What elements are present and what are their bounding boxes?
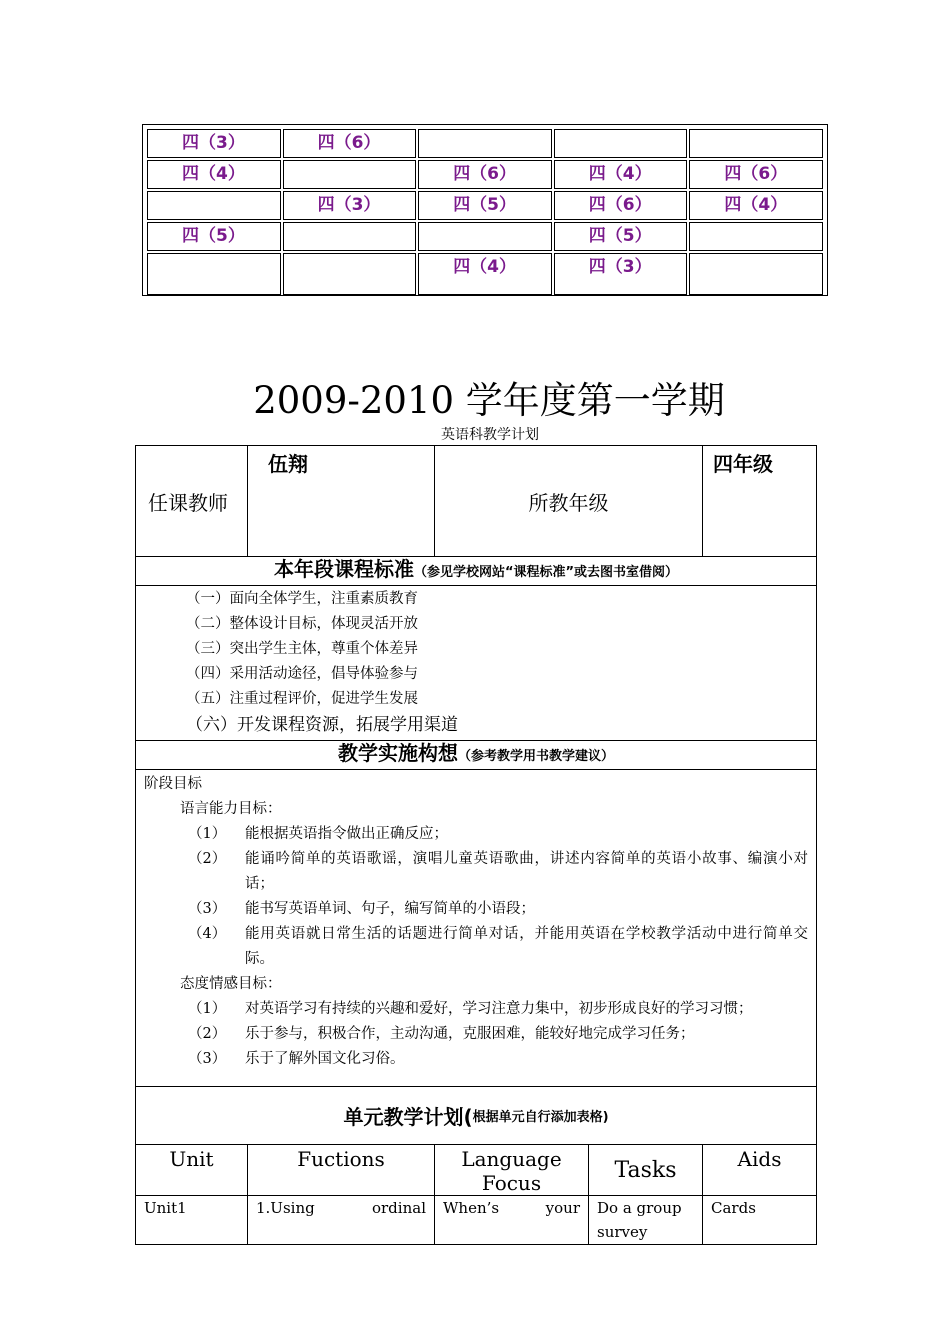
standards-item: （一）面向全体学生，注重素质教育 [186, 591, 418, 607]
teacher-label-cell [136, 446, 248, 557]
stage-goal-label: 阶段目标 [144, 776, 202, 792]
unit-columns-row [136, 1145, 817, 1196]
attitude-goal-item [144, 1022, 808, 1047]
teacher-label: 任课教师 [148, 490, 228, 515]
item-text: 乐于了解外国文化习俗。 [245, 1051, 405, 1067]
teacher-name-cell [248, 446, 435, 557]
schedule-cell [689, 222, 823, 251]
fuctions-text-a: 1.Using [256, 1199, 315, 1217]
attitude-goal-item [144, 1047, 808, 1072]
schedule-cell [283, 160, 417, 189]
unit-cell: Unit1 [136, 1196, 248, 1245]
schedule-grid [145, 127, 825, 297]
teacher-row [136, 446, 817, 557]
focus-text-a: When’s [443, 1199, 500, 1217]
standards-list [136, 586, 816, 740]
unit-plan-heading-cell [136, 1087, 817, 1145]
attitude-goal-item [144, 997, 808, 1022]
item-text: 能用英语就日常生活的话题进行简单对话，并能用英语在学校教学活动中进行简单交际。 [245, 926, 808, 967]
aids-cell: Cards [703, 1196, 817, 1245]
language-goal-item [144, 922, 808, 972]
schedule-cell: 四（5） [554, 222, 688, 251]
item-text: 能根据英语指令做出正确反应； [245, 826, 448, 842]
schedule-cell [147, 191, 281, 220]
schedule-cell [689, 253, 823, 295]
schedule-cell: 四（6） [283, 129, 417, 158]
schedule-cell [554, 129, 688, 158]
standards-list-cell [136, 586, 817, 741]
language-goal-item [144, 822, 808, 847]
language-goal-label: 语言能力目标： [180, 801, 282, 817]
standards-heading-text: 本年段课程标准 [273, 557, 414, 581]
grade-value: 四年级 [713, 452, 773, 476]
language-goal-item [144, 847, 808, 897]
column-header-tasks: Tasks [589, 1145, 703, 1196]
item-number: （1） [188, 1001, 227, 1017]
implementation-heading-row [136, 741, 817, 770]
item-number: （4） [188, 926, 227, 942]
goals-cell [136, 770, 817, 1087]
fuctions-text-b: ordinal [371, 1199, 426, 1217]
goals-block [136, 770, 816, 1086]
standards-item: （五）注重过程评价，促进学生发展 [186, 691, 418, 707]
standards-item: （六）开发课程资源，拓展学用渠道 [186, 715, 458, 735]
teacher-name: 伍翔 [268, 452, 308, 476]
goals-row [136, 770, 817, 1087]
standards-heading-row [136, 557, 817, 586]
schedule-cell: 四（5） [418, 191, 552, 220]
grade-label: 所教年级 [528, 490, 609, 515]
document-subtitle: 英语科教学计划 [441, 427, 539, 443]
schedule-cell [689, 129, 823, 158]
unit-plan-heading [136, 1087, 816, 1144]
document-title: 2009-2010 学年度第一学期 [253, 379, 725, 422]
schedule-cell [283, 222, 417, 251]
implementation-heading [136, 741, 817, 770]
schedule-cell: 四（6） [554, 191, 688, 220]
schedule-cell: 四（4） [147, 160, 281, 189]
focus-text-b: your [545, 1199, 580, 1217]
grade-label-cell [435, 446, 703, 557]
schedule-cell: 四（4） [554, 160, 688, 189]
schedule-cell: 四（4） [418, 253, 552, 295]
item-number: （2） [188, 851, 227, 867]
fuctions-cell [248, 1196, 435, 1245]
schedule-cell: 四（6） [418, 160, 552, 189]
implementation-heading-text: 教学实施构想 [337, 741, 458, 765]
item-text: 对英语学习有持续的兴趣和爱好，学习注意力集中，初步形成良好的学习习惯； [245, 1001, 753, 1017]
schedule-cell: 四（3） [147, 129, 281, 158]
standards-heading [136, 557, 817, 586]
column-header-language-focus: Language Focus [435, 1145, 589, 1196]
schedule-cell: 四（5） [147, 222, 281, 251]
language-goal-item [144, 897, 808, 922]
standards-list-row [136, 586, 817, 741]
column-header-aids: Aids [703, 1145, 817, 1196]
item-number: （3） [188, 901, 227, 917]
item-text: 乐于参与，积极合作，主动沟通，克服困难，能较好地完成学习任务； [245, 1026, 695, 1042]
unit-plan-heading-row [136, 1087, 817, 1145]
schedule-cell [418, 222, 552, 251]
schedule-table [142, 124, 828, 296]
focus-cell [435, 1196, 589, 1245]
unit-plan-heading-text: 单元教学计划( [343, 1105, 473, 1129]
tasks-cell: Do a group survey [589, 1196, 703, 1245]
schedule-cell [283, 253, 417, 295]
grade-cell [703, 446, 817, 557]
plan-table [135, 445, 817, 1245]
schedule-cell: 四（3） [283, 191, 417, 220]
schedule-cell [147, 253, 281, 295]
schedule-cell: 四（3） [554, 253, 688, 295]
attitude-goal-label: 态度情感目标： [180, 976, 282, 992]
standards-heading-note: （参见学校网站“课程标准”或去图书室借阅） [413, 565, 679, 580]
item-number: （1） [188, 826, 227, 842]
standards-item: （三）突出学生主体，尊重个体差异 [186, 641, 418, 657]
schedule-cell: 四（6） [689, 160, 823, 189]
item-number: （3） [188, 1051, 227, 1067]
implementation-heading-note: （参考教学用书教学建议） [457, 749, 614, 764]
unit-plan-heading-note: 根据单元自行添加表格) [472, 1110, 609, 1125]
standards-item: （二）整体设计目标，体现灵活开放 [186, 616, 418, 632]
standards-item: （四）采用活动途径，倡导体验参与 [186, 666, 418, 682]
item-text: 能诵吟简单的英语歌谣，演唱儿童英语歌曲，讲述内容简单的英语小故事、编演小对话； [245, 851, 808, 892]
schedule-cell [418, 129, 552, 158]
item-number: （2） [188, 1026, 227, 1042]
schedule-cell: 四（4） [689, 191, 823, 220]
table-row [136, 1196, 817, 1245]
column-header-unit: Unit [136, 1145, 248, 1196]
item-text: 能书写英语单词、句子，编写简单的小语段； [245, 901, 535, 917]
column-header-fuctions: Fuctions [248, 1145, 435, 1196]
